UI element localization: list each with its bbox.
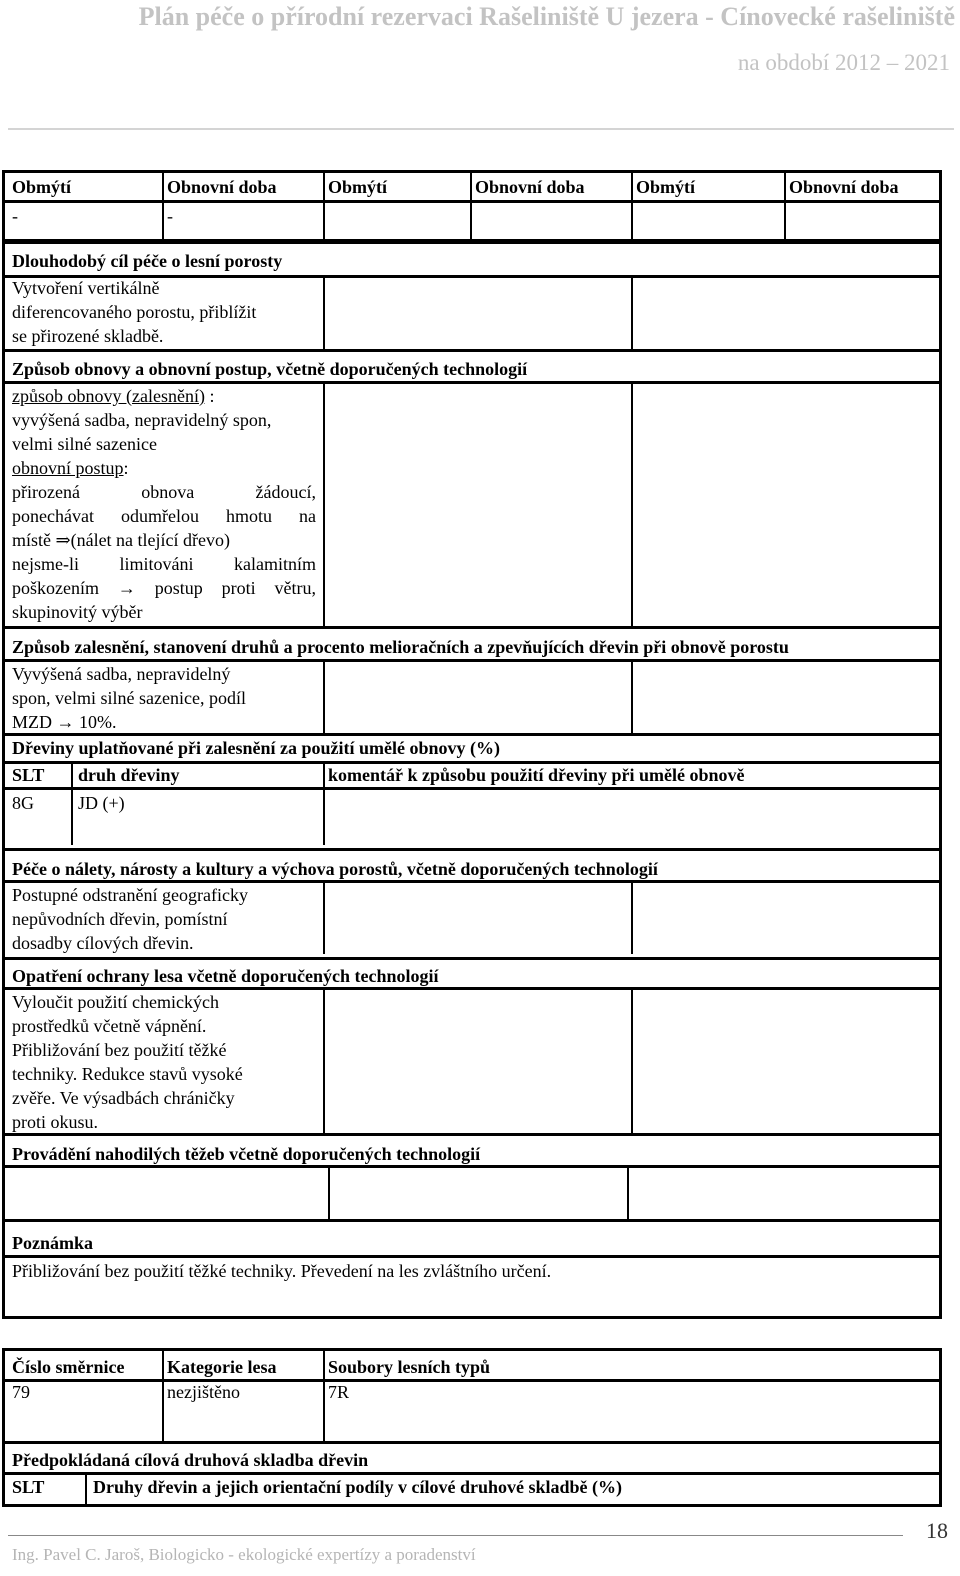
directive-col-soil-types: Soubory lesních typů — [328, 1357, 491, 1377]
col-header-rotation-1: Obmýtí — [12, 177, 72, 197]
species-col-name: druh dřeviny — [78, 765, 180, 785]
forest-category: nezjištěno — [167, 1382, 240, 1402]
footer-author: Ing. Pavel C. Jaroš, Biologicko - ekologické expertízy a poradenství — [12, 1545, 476, 1564]
col-header-rotation-3: Obmýtí — [636, 177, 696, 197]
species-row-slt: 8G — [12, 793, 34, 813]
directive-col-number: Číslo směrnice — [12, 1357, 125, 1377]
long-term-goal-heading: Dlouhodobý cíl péče o lesní porosty — [12, 251, 283, 271]
procedure-label: obnovní postup — [12, 458, 124, 478]
renewal-heading: Způsob obnovy a obnovní postup, včetně doporučených technologií — [12, 359, 528, 379]
footer-divider — [8, 1535, 903, 1536]
col-header-renewal-2: Obnovní doba — [475, 177, 585, 197]
species-row-name: JD (+) — [78, 793, 125, 813]
long-term-goal-text: Vytvoření vertikálně diferencovaného porostu, přiblížit se přirozené skladbě. — [12, 278, 257, 346]
target-col-species: Druhy dřevin a jejich orientační podíly v cílové druhové skladbě (%) — [93, 1477, 623, 1497]
species-col-comment: komentář k způsobu použití dřeviny při umělé obnově — [328, 765, 745, 785]
directive-number: 79 — [12, 1382, 30, 1402]
target-col-slt: SLT — [12, 1477, 45, 1497]
renewal-text: způsob obnovy (zalesnění) : vyvýšená sadba, nepravidelný spon, velmi silné sazenice obnovní postup: přirozená obnova žádoucí, ponechávat odumřelou hmotu na místě ⇒(nálet na tlející dřevo) nejsme-li limitováni kalamitním poškozením → postup proti větru, skupinovitý výběr — [12, 386, 316, 622]
target-composition-heading: Předpokládaná cílová druhová skladba dřevin — [12, 1450, 369, 1470]
directive-block — [2, 1348, 942, 1507]
random-felling-heading: Provádění nahodilých těžeb včetně doporučených technologií — [12, 1144, 481, 1164]
directive-col-category: Kategorie lesa — [167, 1357, 277, 1377]
care-text: Postupné odstranění geograficky nepůvodních dřevin, pomístní dosadby cílových dřevin. — [12, 885, 248, 953]
col-header-renewal-3: Obnovní doba — [789, 177, 899, 197]
page-number: 18 — [926, 1518, 948, 1543]
col-header-renewal-1: Obnovní doba — [167, 177, 277, 197]
page-title: Plán péče o přírodní rezervaci Rašeliniště U jezera - Cínovecké rašeliniště — [138, 2, 955, 31]
soil-types: 7R — [328, 1382, 350, 1402]
divider — [5, 200, 939, 203]
afforestation-text: Vyvýšená sadba, nepravidelný spon, velmi silné sazenice, podíl MZD → 10%. — [12, 664, 246, 732]
col-header-rotation-2: Obmýtí — [328, 177, 388, 197]
note-heading: Poznámka — [12, 1233, 93, 1253]
afforestation-heading: Způsob zalesnění, stanovení druhů a procento melioračních a zpevňujících dřevin při obnově porostu — [12, 637, 789, 657]
species-heading: Dřeviny uplatňované při zalesnění za použití umělé obnovy (%) — [12, 738, 501, 758]
species-col-slt: SLT — [12, 765, 45, 785]
note-text: Přibližování bez použití těžké techniky. Převedení na les zvláštního určení. — [12, 1261, 552, 1281]
plan-period: na období 2012 – 2021 — [737, 50, 950, 75]
header-divider — [8, 128, 954, 130]
forest-care-block — [2, 241, 942, 1319]
care-heading: Péče o nálety, nárosty a kultury a výchova porostů, včetně doporučených technologií — [12, 859, 658, 879]
renewal-value-1: - — [167, 206, 173, 226]
method-label: způsob obnovy (zalesnění) — [12, 386, 205, 406]
protection-heading: Opatření ochrany lesa včetně doporučených technologií — [12, 966, 439, 986]
protection-text: Vyloučit použití chemických prostředků včetně vápnění. Přibližování bez použití těžké techniky. Redukce stavů vysoké zvěře. Ve výsadbách chráničky proti okusu. — [12, 992, 243, 1132]
rotation-value-1: - — [12, 206, 18, 226]
rotation-table — [2, 170, 942, 242]
